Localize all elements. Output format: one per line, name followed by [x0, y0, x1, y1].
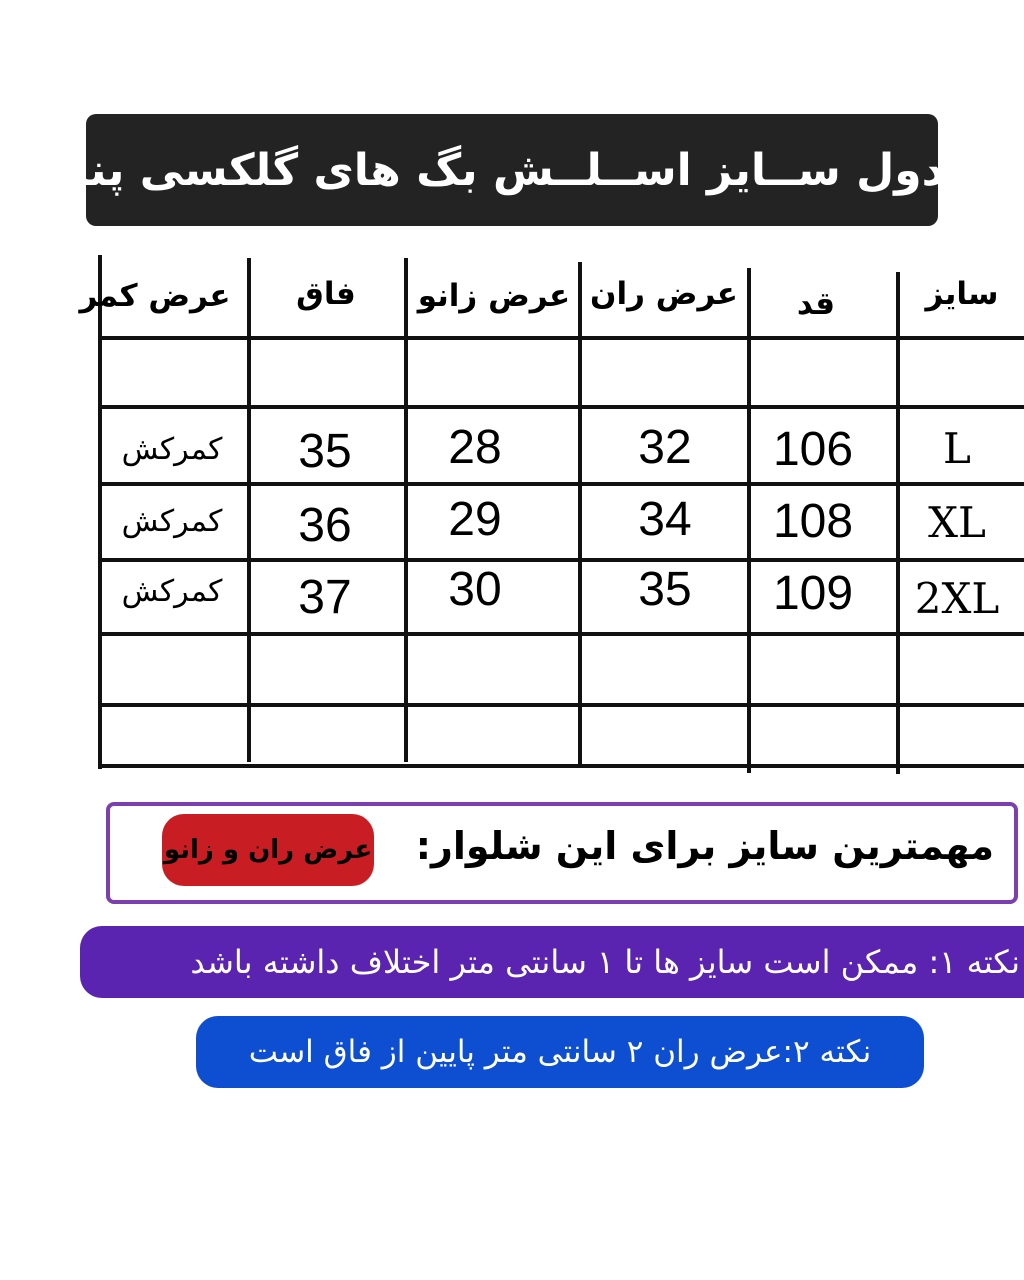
page-title: جدول ســایز اســلــش بگ های گلکسی پنبه: [45, 144, 979, 196]
cell-knee: 30: [448, 563, 502, 616]
note-1: [80, 926, 1024, 998]
table-grid-line: [896, 272, 900, 774]
note-2: [196, 1016, 924, 1088]
table-grid-line: [98, 558, 1024, 562]
table-grid-line: [98, 255, 102, 769]
cell-thigh: 34: [638, 493, 692, 546]
header-knee: عرض زانو: [417, 278, 571, 314]
table-grid-line: [247, 258, 251, 762]
table-grid-line: [98, 632, 1024, 636]
cell-waist: کمرکش: [121, 574, 223, 609]
cell-waist: کمرکش: [121, 504, 223, 539]
table-grid-line: [98, 405, 1024, 409]
title-banner: [45, 114, 979, 226]
important-badge: عرض ران و زانو: [162, 814, 374, 886]
cell-thigh: 32: [638, 421, 692, 474]
note-2-text: نکته ۲:عرض ران ۲ سانتی متر پایین از فاق است: [248, 1034, 872, 1070]
important-size-box: [106, 802, 1018, 904]
cell-knee: 29: [448, 493, 502, 546]
table-grid-line: [98, 703, 1024, 707]
cell-rise: 36: [298, 499, 352, 552]
table-grid-line: [98, 482, 1024, 486]
header-height: قد: [796, 286, 836, 322]
header-waist: عرض کمر: [79, 278, 231, 314]
cell-knee: 28: [448, 421, 502, 474]
cell-waist: کمرکش: [121, 432, 223, 467]
cell-rise: 37: [298, 571, 352, 624]
cell-rise: 35: [298, 425, 352, 478]
header-thigh: عرض ران: [590, 276, 738, 312]
cell-size: L: [943, 424, 971, 473]
cell-height: 108: [772, 495, 854, 548]
header-size: سایز: [925, 276, 999, 312]
important-label: مهمترین سایز برای این شلوار:: [415, 824, 994, 868]
cell-size: XL: [928, 498, 986, 547]
header-rise: فاق: [296, 276, 356, 312]
note-1-text: نکته ۱: ممکن است سایز ها تا ۱ سانتی متر اختلاف داشته باشد: [190, 943, 1020, 981]
table-grid-line: [98, 336, 1024, 340]
cell-size: 2XL: [914, 574, 1000, 623]
table-grid-line: [747, 268, 751, 773]
cell-height: 106: [772, 423, 854, 476]
cell-height: 109: [772, 567, 854, 620]
table-grid-line: [98, 764, 1024, 768]
cell-thigh: 35: [638, 563, 692, 616]
